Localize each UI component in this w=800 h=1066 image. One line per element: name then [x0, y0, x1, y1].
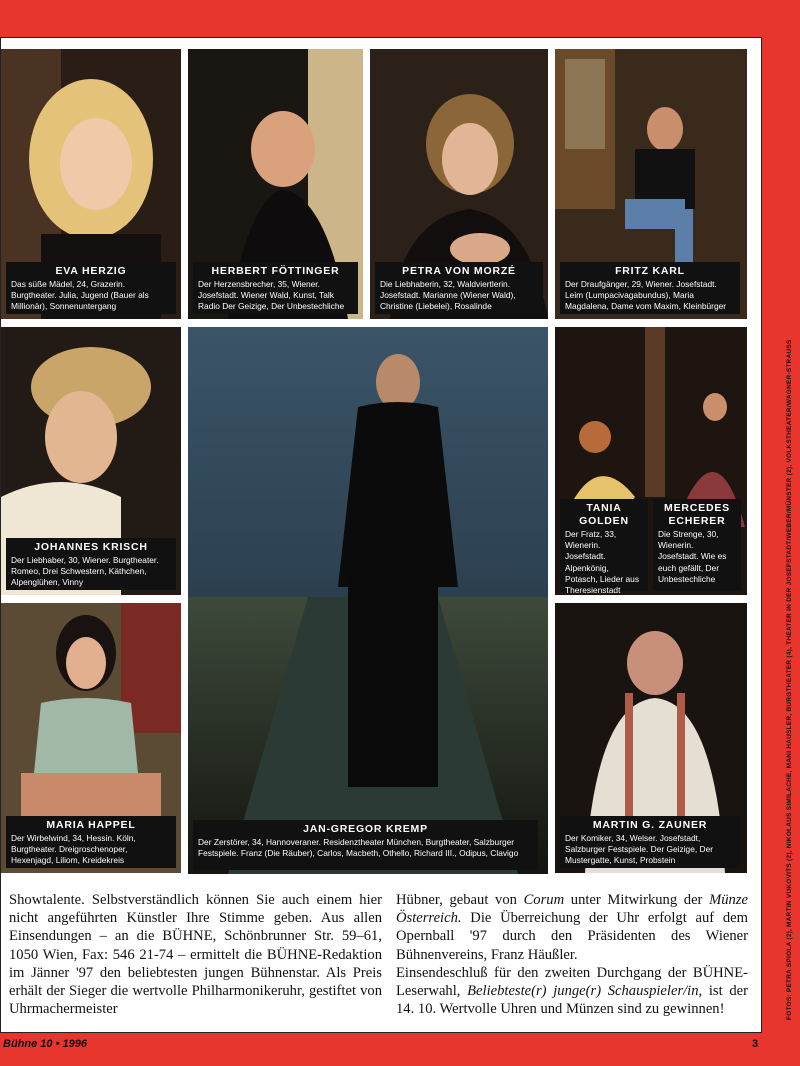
body-muenze: Münze Österreich.	[396, 892, 748, 927]
body-vote-title: Beliebteste(r) junge(r) Schauspieler/in,	[467, 983, 703, 1000]
actor-name: MARTIN G. ZAUNER	[592, 819, 708, 831]
photo-jan-gregor-kremp	[188, 327, 548, 874]
photo-eva-herzig	[1, 49, 181, 319]
body-paragraph: Showtalente. Selbstverständlich können Sie auch einem hier nicht angeführten Künstler Ihre Stimme geben. Aus allen Einsendungen – an die BÜHNE, Schönbrunner Str. 59–61, 1050 Wien, Fax: 546 21-74 – ermittelt die BÜHNE-Redaktion im Jänner '97 den beliebtesten jungen Bühnenstar. Als Preis erhält der Sieger die wertvolle Philharmonikeruhr, gestiftet von Uhrmachermeister	[9, 892, 382, 1018]
actor-description: Der Draufgänger, 29, Wiener. Josefstadt. Leim (Lumpacivagabundus), Maria Magdalena, Dame vom Maxim, Kleinbürger	[565, 279, 727, 312]
photo-fritz-karl	[555, 49, 747, 319]
body-text-right	[396, 891, 748, 1018]
actor-description: Das süße Mädel, 24, Grazerin. Burgtheater. Julia, Jugend (Bauer als Millionär), Sonnenuntergang	[11, 279, 149, 312]
actor-name: TANIA GOLDEN	[579, 502, 629, 527]
actor-name: JOHANNES KRISCH	[34, 541, 148, 553]
photo-maria-happel	[1, 603, 181, 873]
stage-image	[188, 327, 548, 874]
footer-issue: Bühne 10 • 1996	[3, 1038, 87, 1050]
actor-name: MARIA HAPPEL	[46, 819, 136, 831]
caption-eva-herzig	[6, 262, 176, 314]
actor-description: Der Liebhaber, 30, Wiener. Burgtheater. Romeo, Drei Schwestern, Käthchen, Alpenglühen, Vinny	[11, 555, 159, 588]
actor-name: EVA HERZIG	[55, 265, 127, 277]
actor-description: Die Liebhaberin, 32, Waldviertlerin. Josefstadt. Marianne (Wiener Wald), Christine (Liebelei), Rosalinde	[380, 279, 516, 312]
caption-fritz-karl	[560, 262, 740, 314]
actor-description: Der Herzensbrecher, 35, Wiener. Josefstadt. Wiener Wald, Kunst, Talk Radio Der Geizige, Der Unbestechliche	[198, 279, 345, 312]
body-text-left	[9, 891, 382, 1018]
caption-johannes-krisch	[6, 538, 176, 590]
photo-johannes-krisch	[1, 327, 181, 595]
caption-maria-happel	[6, 816, 176, 868]
actor-description: Der Zerstörer, 34, Hannoveraner. Residenztheater München, Burgtheater, Salzburger Festspiele. Franz (Die Räuber), Carlos, Macbeth, Othello, Richard III., Odipus, Clavigo	[198, 837, 519, 859]
actor-description: Die Strenge, 30, Wienerin. Josefstadt. Wie es euch gefällt, Der Unbestechliche	[658, 529, 727, 584]
photo-credits: FOTOS: PETRA SPIOLA (2), MARTIN VUKOVITS (2), NIKOLAUS SIMILACHE, MANI HAUSLER, BURGTHEATER (4), THEATER IN DER JOSEFSTADT/WEBER/MÜNSTER (2), VOLKSTHEATER/WAGNER-STRAUSS	[786, 339, 793, 1020]
photo-petra-von-morze	[370, 49, 548, 319]
body-fragment: Die Überreichung der Uhr erfolgt auf dem Opernball '97 durch den Präsidenten des Wiener Bühnenvereins, Franz Häußler.	[396, 910, 748, 963]
caption-martin-g-zauner	[560, 816, 740, 868]
actor-description: Der Fratz, 33, Wienerin. Josefstadt. Alpenkönig, Potasch, Lieder aus Theresienstadt	[565, 529, 640, 595]
actor-description: Der Wirbelwind, 34, Hessin. Köln, Burgtheater. Dreigroschenoper, Hexenjagd, Liliom, Kreidekreis	[11, 833, 136, 866]
caption-tania-golden	[560, 499, 648, 595]
actor-name: JAN-GREGOR KREMP	[303, 823, 428, 835]
actor-name: MERCEDES ECHERER	[664, 502, 730, 527]
photo-tania-mercedes	[555, 327, 747, 595]
caption-jan-gregor-kremp	[193, 820, 538, 870]
body-fragment: ist der 14. 10. Wertvolle Uhren und Münzen sind zu gewinnen!	[396, 983, 748, 1018]
body-fragment: Einsendeschluß für den zweiten Durchgang der BÜHNE-Leserwahl,	[396, 964, 748, 1000]
caption-herbert-foettinger	[193, 262, 358, 314]
caption-mercedes-echerer	[653, 499, 741, 591]
photo-martin-g-zauner	[555, 603, 747, 873]
actor-description: Der Komiker, 34, Welser. Josefstadt, Salzburger Festspiele. Der Geizige, Der Mustergatte, Kunst, Probstein	[565, 833, 714, 866]
body-corum: Corum	[523, 892, 565, 908]
actor-name: FRITZ KARL	[615, 265, 685, 277]
body-fragment: Hübner, gebaut von	[396, 892, 517, 908]
body-fragment: unter Mitwirkung der	[570, 892, 703, 908]
actor-name: PETRA VON MORZÉ	[402, 265, 516, 277]
photo-herbert-foettinger	[188, 49, 363, 319]
page-number: 3	[752, 1038, 759, 1050]
actor-name: HERBERT FÖTTINGER	[211, 265, 340, 277]
caption-petra-von-morze	[375, 262, 543, 314]
